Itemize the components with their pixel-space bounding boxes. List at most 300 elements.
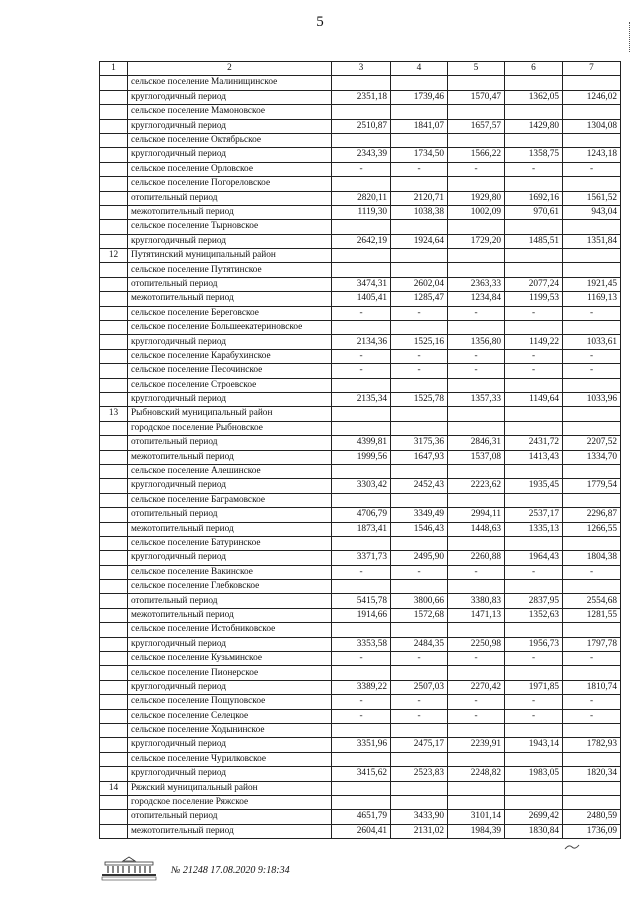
blank-cell bbox=[332, 536, 391, 550]
footer bbox=[99, 855, 319, 883]
row-label-cell: круглогодичный период bbox=[128, 551, 332, 565]
row-number-cell bbox=[100, 623, 128, 637]
value-cell: 1429,80 bbox=[505, 119, 563, 133]
value-cell: 1729,20 bbox=[448, 234, 505, 248]
row-label-cell: сельское поселение Большеекатериновское bbox=[128, 321, 332, 335]
blank-cell bbox=[391, 795, 448, 809]
value-cell: 1566,22 bbox=[448, 148, 505, 162]
value-cell: 3175,36 bbox=[391, 436, 448, 450]
blank-cell bbox=[391, 133, 448, 147]
table-row bbox=[100, 752, 621, 766]
blank-cell bbox=[448, 580, 505, 594]
blank-cell bbox=[448, 249, 505, 263]
table-row bbox=[100, 105, 621, 119]
blank-cell bbox=[448, 321, 505, 335]
row-number-cell bbox=[100, 608, 128, 622]
table-row bbox=[100, 321, 621, 335]
blank-cell bbox=[391, 580, 448, 594]
row-label-cell: круглогодичный период bbox=[128, 738, 332, 752]
row-number-cell bbox=[100, 795, 128, 809]
blank-cell bbox=[391, 177, 448, 191]
blank-cell bbox=[505, 623, 563, 637]
row-label-cell: городское поселение Ряжское bbox=[128, 795, 332, 809]
blank-cell bbox=[391, 76, 448, 90]
blank-cell bbox=[505, 421, 563, 435]
empty-value-cell: - bbox=[563, 695, 621, 709]
blank-cell bbox=[391, 421, 448, 435]
row-label-cell: круглогодичный период bbox=[128, 335, 332, 349]
value-cell: 3303,42 bbox=[332, 479, 391, 493]
value-cell: 3800,66 bbox=[391, 594, 448, 608]
blank-cell bbox=[563, 421, 621, 435]
value-cell: 1334,70 bbox=[563, 450, 621, 464]
value-cell: 1038,38 bbox=[391, 205, 448, 219]
table-row bbox=[100, 666, 621, 680]
table-row bbox=[100, 767, 621, 781]
table-row bbox=[100, 162, 621, 176]
empty-value-cell: - bbox=[391, 652, 448, 666]
value-cell: 1362,05 bbox=[505, 90, 563, 104]
value-cell: 1782,93 bbox=[563, 738, 621, 752]
value-cell: 2135,34 bbox=[332, 392, 391, 406]
blank-cell bbox=[563, 249, 621, 263]
empty-value-cell: - bbox=[505, 162, 563, 176]
blank-cell bbox=[563, 177, 621, 191]
blank-cell bbox=[332, 723, 391, 737]
row-label-cell: сельское поселение Орловское bbox=[128, 162, 332, 176]
blank-cell bbox=[563, 536, 621, 550]
row-label-cell: круглогодичный период bbox=[128, 392, 332, 406]
value-cell: 1797,78 bbox=[563, 637, 621, 651]
table-row bbox=[100, 709, 621, 723]
table-row bbox=[100, 407, 621, 421]
table-row bbox=[100, 479, 621, 493]
blank-cell bbox=[332, 177, 391, 191]
blank-cell bbox=[505, 177, 563, 191]
row-label-cell: межотопительный период bbox=[128, 608, 332, 622]
blank-cell bbox=[505, 249, 563, 263]
table-row bbox=[100, 580, 621, 594]
value-cell: 3351,96 bbox=[332, 738, 391, 752]
value-cell: 1647,93 bbox=[391, 450, 448, 464]
row-number-cell bbox=[100, 205, 128, 219]
empty-value-cell: - bbox=[391, 349, 448, 363]
table-row bbox=[100, 623, 621, 637]
row-label-cell: сельское поселение Баграмовское bbox=[128, 493, 332, 507]
row-label-cell: отопительный период bbox=[128, 810, 332, 824]
value-cell: 3389,22 bbox=[332, 680, 391, 694]
blank-cell bbox=[448, 666, 505, 680]
value-cell: 1358,75 bbox=[505, 148, 563, 162]
value-cell: 1929,80 bbox=[448, 191, 505, 205]
row-number-cell bbox=[100, 177, 128, 191]
row-number-cell: 14 bbox=[100, 781, 128, 795]
table-row bbox=[100, 824, 621, 838]
value-cell: 3101,14 bbox=[448, 810, 505, 824]
value-cell: 1943,14 bbox=[505, 738, 563, 752]
value-cell: 2351,18 bbox=[332, 90, 391, 104]
table-row bbox=[100, 335, 621, 349]
row-label-cell: сельское поселение Вакинское bbox=[128, 565, 332, 579]
value-cell: 1779,54 bbox=[563, 479, 621, 493]
empty-value-cell: - bbox=[332, 652, 391, 666]
value-cell: 1537,08 bbox=[448, 450, 505, 464]
value-cell: 2642,19 bbox=[332, 234, 391, 248]
empty-value-cell: - bbox=[505, 306, 563, 320]
row-label-cell: отопительный период bbox=[128, 508, 332, 522]
table-row bbox=[100, 234, 621, 248]
empty-value-cell: - bbox=[563, 565, 621, 579]
row-label-cell: сельское поселение Пощуповское bbox=[128, 695, 332, 709]
table-row bbox=[100, 608, 621, 622]
empty-value-cell: - bbox=[563, 306, 621, 320]
blank-cell bbox=[448, 723, 505, 737]
value-cell: 1002,09 bbox=[448, 205, 505, 219]
empty-value-cell: - bbox=[563, 349, 621, 363]
value-cell: 1657,57 bbox=[448, 119, 505, 133]
blank-cell bbox=[332, 623, 391, 637]
table-body bbox=[100, 76, 621, 839]
empty-value-cell: - bbox=[563, 652, 621, 666]
table-row bbox=[100, 781, 621, 795]
table-row bbox=[100, 652, 621, 666]
value-cell: 1285,47 bbox=[391, 292, 448, 306]
row-label-cell: сельское поселение Мамоновское bbox=[128, 105, 332, 119]
row-number-cell bbox=[100, 493, 128, 507]
blank-cell bbox=[563, 464, 621, 478]
table-row bbox=[100, 263, 621, 277]
value-cell: 1570,47 bbox=[448, 90, 505, 104]
blank-cell bbox=[391, 781, 448, 795]
value-cell: 1413,43 bbox=[505, 450, 563, 464]
table-row bbox=[100, 378, 621, 392]
blank-cell bbox=[505, 133, 563, 147]
blank-cell bbox=[332, 76, 391, 90]
table-row bbox=[100, 637, 621, 651]
government-building-stamp-icon bbox=[99, 855, 159, 881]
table-row bbox=[100, 90, 621, 104]
value-cell: 1984,39 bbox=[448, 824, 505, 838]
blank-cell bbox=[505, 464, 563, 478]
row-label-cell: сельское поселение Строевское bbox=[128, 378, 332, 392]
value-cell: 2077,24 bbox=[505, 277, 563, 291]
blank-cell bbox=[391, 623, 448, 637]
value-cell: 1243,18 bbox=[563, 148, 621, 162]
table-row bbox=[100, 594, 621, 608]
empty-value-cell: - bbox=[505, 349, 563, 363]
row-label-cell: межотопительный период bbox=[128, 205, 332, 219]
empty-value-cell: - bbox=[563, 364, 621, 378]
row-label-cell: межотопительный период bbox=[128, 450, 332, 464]
value-cell: 1820,34 bbox=[563, 767, 621, 781]
value-cell: 1525,16 bbox=[391, 335, 448, 349]
value-cell: 1873,41 bbox=[332, 522, 391, 536]
blank-cell bbox=[332, 752, 391, 766]
blank-cell bbox=[448, 378, 505, 392]
row-label-cell: круглогодичный период bbox=[128, 234, 332, 248]
table-row bbox=[100, 205, 621, 219]
blank-cell bbox=[505, 493, 563, 507]
row-number-cell bbox=[100, 105, 128, 119]
blank-cell bbox=[448, 536, 505, 550]
row-number-cell bbox=[100, 119, 128, 133]
empty-value-cell: - bbox=[332, 162, 391, 176]
row-label-cell: межотопительный период bbox=[128, 292, 332, 306]
blank-cell bbox=[391, 666, 448, 680]
value-cell: 1830,84 bbox=[505, 824, 563, 838]
value-cell: 2223,62 bbox=[448, 479, 505, 493]
table-row bbox=[100, 421, 621, 435]
row-label-cell: сельское поселение Алешинское bbox=[128, 464, 332, 478]
value-cell: 3349,49 bbox=[391, 508, 448, 522]
row-label-cell: круглогодичный период bbox=[128, 148, 332, 162]
value-cell: 3353,58 bbox=[332, 637, 391, 651]
table-row bbox=[100, 177, 621, 191]
value-cell: 2452,43 bbox=[391, 479, 448, 493]
blank-cell bbox=[448, 493, 505, 507]
value-cell: 2510,87 bbox=[332, 119, 391, 133]
blank-cell bbox=[505, 407, 563, 421]
row-number-cell bbox=[100, 522, 128, 536]
table-row bbox=[100, 392, 621, 406]
row-number-cell bbox=[100, 565, 128, 579]
row-label-cell: сельское поселение Пионерское bbox=[128, 666, 332, 680]
value-cell: 2495,90 bbox=[391, 551, 448, 565]
table-row bbox=[100, 723, 621, 737]
row-label-cell: сельское поселение Песочинское bbox=[128, 364, 332, 378]
table-row bbox=[100, 436, 621, 450]
value-cell: 1921,45 bbox=[563, 277, 621, 291]
blank-cell bbox=[505, 536, 563, 550]
table-row bbox=[100, 508, 621, 522]
value-cell: 1304,08 bbox=[563, 119, 621, 133]
value-cell: 2131,02 bbox=[391, 824, 448, 838]
blank-cell bbox=[391, 407, 448, 421]
blank-cell bbox=[391, 321, 448, 335]
row-number-cell bbox=[100, 148, 128, 162]
row-number-cell bbox=[100, 666, 128, 680]
empty-value-cell: - bbox=[391, 709, 448, 723]
empty-value-cell: - bbox=[505, 695, 563, 709]
blank-cell bbox=[505, 580, 563, 594]
row-label-cell: Ряжский муниципальный район bbox=[128, 781, 332, 795]
blank-cell bbox=[505, 378, 563, 392]
table-row bbox=[100, 349, 621, 363]
row-number-cell bbox=[100, 392, 128, 406]
column-header: 3 bbox=[332, 62, 391, 76]
row-number-cell bbox=[100, 652, 128, 666]
value-cell: 2248,82 bbox=[448, 767, 505, 781]
blank-cell bbox=[332, 220, 391, 234]
row-number-cell bbox=[100, 508, 128, 522]
row-label-cell: сельское поселение Октябрьское bbox=[128, 133, 332, 147]
table-row bbox=[100, 292, 621, 306]
blank-cell bbox=[505, 666, 563, 680]
value-cell: 1572,68 bbox=[391, 608, 448, 622]
row-label-cell: круглогодичный период bbox=[128, 680, 332, 694]
value-cell: 1935,45 bbox=[505, 479, 563, 493]
blank-cell bbox=[332, 493, 391, 507]
row-label-cell: сельское поселение Глебковское bbox=[128, 580, 332, 594]
margin-mark bbox=[629, 22, 634, 52]
row-number-cell bbox=[100, 263, 128, 277]
value-cell: 2260,88 bbox=[448, 551, 505, 565]
table-row bbox=[100, 680, 621, 694]
value-cell: 2537,17 bbox=[505, 508, 563, 522]
row-number-cell bbox=[100, 464, 128, 478]
blank-cell bbox=[448, 220, 505, 234]
empty-value-cell: - bbox=[332, 349, 391, 363]
blank-cell bbox=[448, 76, 505, 90]
blank-cell bbox=[332, 407, 391, 421]
row-label-cell: Рыбновский муниципальный район bbox=[128, 407, 332, 421]
row-number-cell bbox=[100, 723, 128, 737]
row-number-cell bbox=[100, 90, 128, 104]
row-label-cell: круглогодичный период bbox=[128, 90, 332, 104]
value-cell: 1246,02 bbox=[563, 90, 621, 104]
blank-cell bbox=[391, 752, 448, 766]
value-cell: 4706,79 bbox=[332, 508, 391, 522]
value-cell: 1561,52 bbox=[563, 191, 621, 205]
blank-cell bbox=[391, 249, 448, 263]
value-cell: 1356,80 bbox=[448, 335, 505, 349]
row-number-cell bbox=[100, 695, 128, 709]
value-cell: 2480,59 bbox=[563, 810, 621, 824]
blank-cell bbox=[448, 795, 505, 809]
row-number-cell bbox=[100, 234, 128, 248]
value-cell: 4651,79 bbox=[332, 810, 391, 824]
value-cell: 1169,13 bbox=[563, 292, 621, 306]
value-cell: 1033,96 bbox=[563, 392, 621, 406]
value-cell: 1739,46 bbox=[391, 90, 448, 104]
row-label-cell: сельское поселение Чурилковское bbox=[128, 752, 332, 766]
row-number-cell bbox=[100, 738, 128, 752]
blank-cell bbox=[505, 76, 563, 90]
empty-value-cell: - bbox=[563, 162, 621, 176]
value-cell: 1525,78 bbox=[391, 392, 448, 406]
row-label-cell: сельское поселение Тырновское bbox=[128, 220, 332, 234]
row-number-cell bbox=[100, 479, 128, 493]
blank-cell bbox=[332, 249, 391, 263]
row-label-cell: сельское поселение Ходынинское bbox=[128, 723, 332, 737]
row-number-cell bbox=[100, 292, 128, 306]
blank-cell bbox=[563, 723, 621, 737]
value-cell: 1914,66 bbox=[332, 608, 391, 622]
value-cell: 2296,87 bbox=[563, 508, 621, 522]
row-label-cell: межотопительный период bbox=[128, 522, 332, 536]
row-number-cell bbox=[100, 680, 128, 694]
row-number-cell bbox=[100, 637, 128, 651]
row-number-cell bbox=[100, 349, 128, 363]
blank-cell bbox=[505, 781, 563, 795]
blank-cell bbox=[505, 321, 563, 335]
value-cell: 1734,50 bbox=[391, 148, 448, 162]
row-label-cell: Путятинский муниципальный район bbox=[128, 249, 332, 263]
row-number-cell bbox=[100, 76, 128, 90]
blank-cell bbox=[332, 464, 391, 478]
row-label-cell: межотопительный период bbox=[128, 824, 332, 838]
value-cell: 1351,84 bbox=[563, 234, 621, 248]
blank-cell bbox=[563, 263, 621, 277]
value-cell: 3433,90 bbox=[391, 810, 448, 824]
value-cell: 1810,74 bbox=[563, 680, 621, 694]
page-number: 5 bbox=[316, 14, 324, 30]
value-cell: 1149,64 bbox=[505, 392, 563, 406]
blank-cell bbox=[563, 580, 621, 594]
value-cell: 5415,78 bbox=[332, 594, 391, 608]
blank-cell bbox=[563, 105, 621, 119]
table-row bbox=[100, 464, 621, 478]
blank-cell bbox=[563, 378, 621, 392]
row-label-cell: сельское поселение Путятинское bbox=[128, 263, 332, 277]
blank-cell bbox=[391, 536, 448, 550]
value-cell: 1352,63 bbox=[505, 608, 563, 622]
table-row bbox=[100, 493, 621, 507]
table-row bbox=[100, 277, 621, 291]
value-cell: 2250,98 bbox=[448, 637, 505, 651]
blank-cell bbox=[563, 220, 621, 234]
value-cell: 1199,53 bbox=[505, 292, 563, 306]
value-cell: 1119,30 bbox=[332, 205, 391, 219]
blank-cell bbox=[448, 781, 505, 795]
empty-value-cell: - bbox=[505, 565, 563, 579]
row-label-cell: сельское поселение Малинищинское bbox=[128, 76, 332, 90]
blank-cell bbox=[448, 105, 505, 119]
value-cell: 2523,83 bbox=[391, 767, 448, 781]
blank-cell bbox=[505, 220, 563, 234]
row-number-cell bbox=[100, 321, 128, 335]
column-header: 1 bbox=[100, 62, 128, 76]
value-cell: 1692,16 bbox=[505, 191, 563, 205]
table-row bbox=[100, 795, 621, 809]
table-row bbox=[100, 133, 621, 147]
table-row bbox=[100, 148, 621, 162]
value-cell: 1234,84 bbox=[448, 292, 505, 306]
blank-cell bbox=[332, 666, 391, 680]
blank-cell bbox=[448, 421, 505, 435]
row-number-cell bbox=[100, 220, 128, 234]
value-cell: 1033,61 bbox=[563, 335, 621, 349]
table-row bbox=[100, 76, 621, 90]
blank-cell bbox=[563, 795, 621, 809]
row-label-cell: сельское поселение Селецкое bbox=[128, 709, 332, 723]
table-row bbox=[100, 810, 621, 824]
row-label-cell: сельское поселение Погореловское bbox=[128, 177, 332, 191]
row-label-cell: отопительный период bbox=[128, 594, 332, 608]
row-number-cell bbox=[100, 709, 128, 723]
blank-cell bbox=[332, 421, 391, 435]
value-cell: 2431,72 bbox=[505, 436, 563, 450]
value-cell: 2134,36 bbox=[332, 335, 391, 349]
value-cell: 3371,73 bbox=[332, 551, 391, 565]
row-number-cell bbox=[100, 306, 128, 320]
value-cell: 2994,11 bbox=[448, 508, 505, 522]
table-row bbox=[100, 738, 621, 752]
empty-value-cell: - bbox=[448, 709, 505, 723]
value-cell: 4399,81 bbox=[332, 436, 391, 450]
row-number-cell bbox=[100, 536, 128, 550]
row-label-cell: сельское поселение Батуринское bbox=[128, 536, 332, 550]
value-cell: 2507,03 bbox=[391, 680, 448, 694]
value-cell: 1448,63 bbox=[448, 522, 505, 536]
blank-cell bbox=[391, 220, 448, 234]
value-cell: 1485,51 bbox=[505, 234, 563, 248]
row-label-cell: сельское поселение Карабухинское bbox=[128, 349, 332, 363]
blank-cell bbox=[332, 133, 391, 147]
value-cell: 1924,64 bbox=[391, 234, 448, 248]
blank-cell bbox=[332, 580, 391, 594]
table-row bbox=[100, 536, 621, 550]
